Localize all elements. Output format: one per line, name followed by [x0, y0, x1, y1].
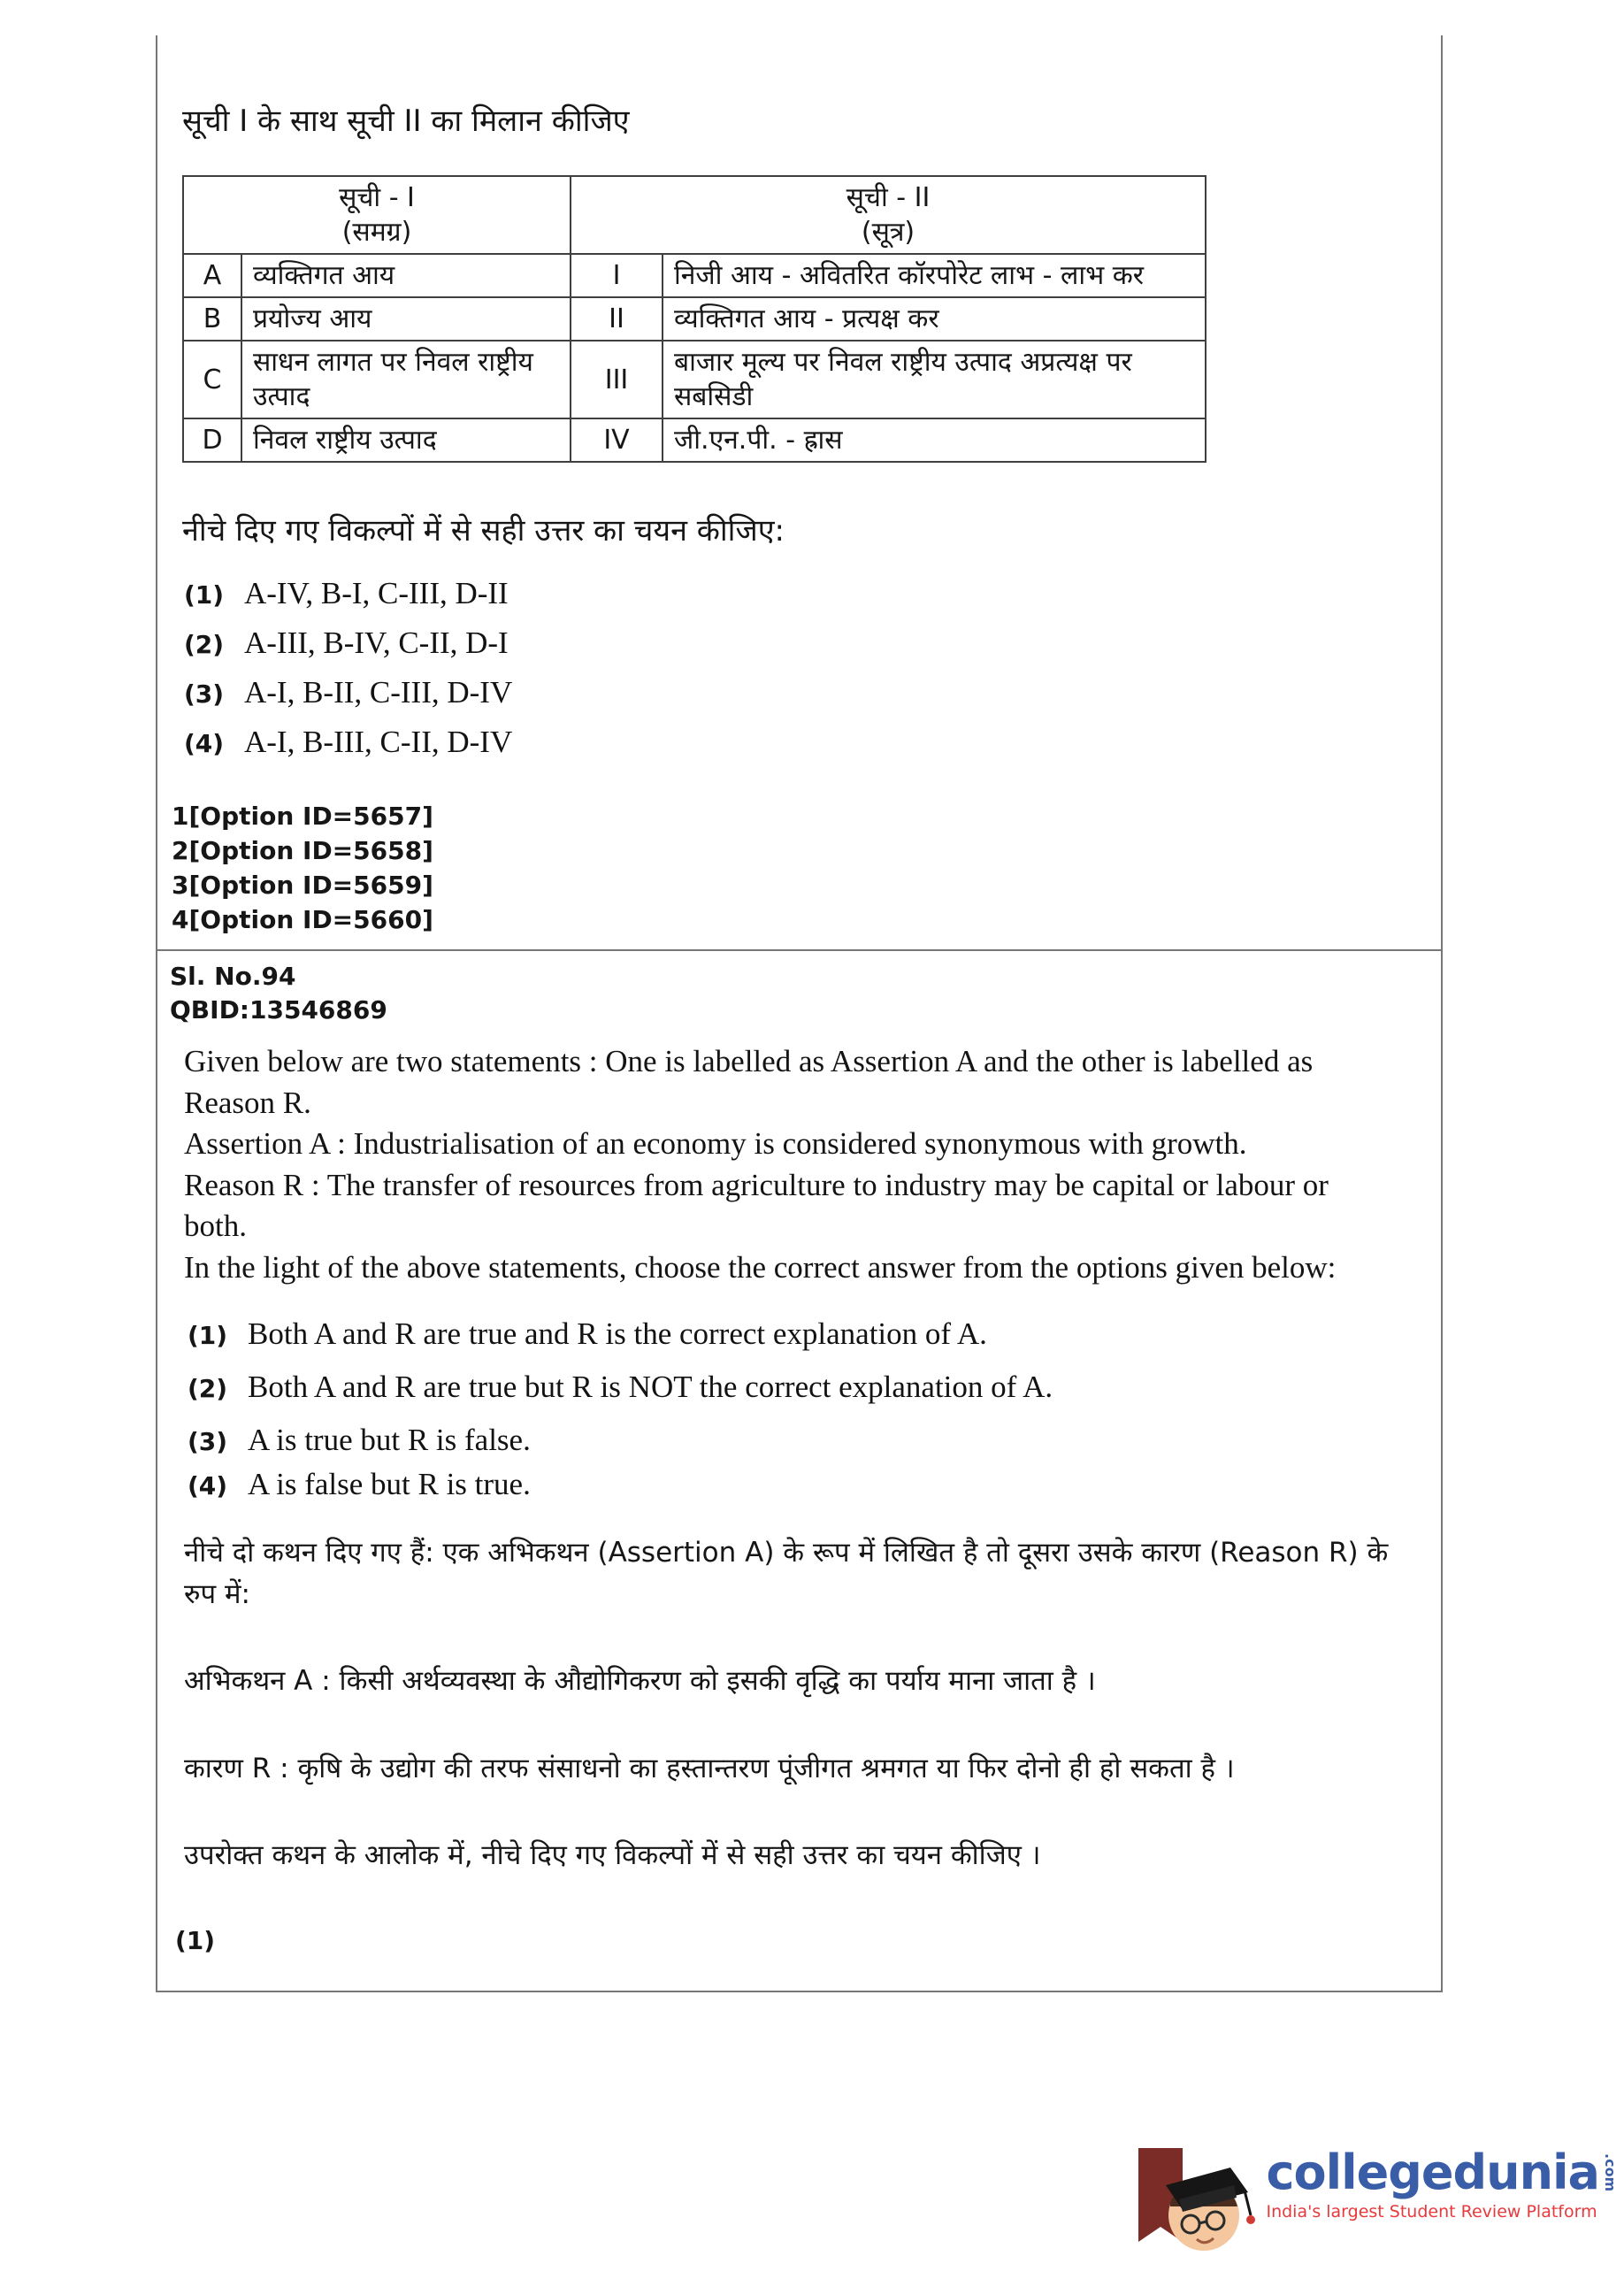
qbid: QBID:13546869: [170, 995, 387, 1024]
option-text: A-I, B-III, C-II, D-IV: [244, 725, 513, 759]
option-number: (1): [188, 1321, 228, 1351]
row-label-cell: D: [183, 418, 241, 462]
option-text: A is true but R is false.: [248, 1423, 531, 1458]
numeral-cell: III: [571, 341, 663, 418]
question-section-match-list: [156, 35, 1443, 951]
hindi-assertion-text: अभिकथन A : किसी अर्थव्यवस्था के औद्योगिकरण को इसकी वृद्धि का पर्याय माना जाता है ।: [184, 1665, 1096, 1698]
row-label-cell: C: [183, 341, 241, 418]
collegedunia-logo: [1126, 2145, 1619, 2261]
option-number: (3): [184, 679, 225, 709]
option-number: (4): [184, 729, 225, 758]
option-row: [188, 1316, 1416, 1352]
list1-cell: साधन लागत पर निवल राष्ट्रीय उत्पाद: [241, 341, 571, 418]
option-text: Both A and R are true and R is the correct explanation of A.: [248, 1316, 987, 1352]
option-id-line: 3[Option ID=5659]: [172, 871, 433, 900]
statement-intro: Given below are two statements : One is labelled as Assertion A and the other is labelled as Reason R.: [184, 1044, 1314, 1120]
choose-answer-instruction: नीचे दिए गए विकल्पों में से सही उत्तर का चयन कीजिए:: [182, 513, 785, 549]
option-id-line: 1[Option ID=5657]: [172, 802, 433, 831]
option-text: Both A and R are true but R is NOT the correct explanation of A.: [248, 1370, 1053, 1405]
option-row: [184, 675, 1416, 710]
option-row: [184, 725, 1416, 760]
table-row: [183, 254, 1206, 297]
list1-cell: निवल राष्ट्रीय उत्पाद: [241, 418, 571, 462]
list1-cell: प्रयोज्य आय: [241, 297, 571, 341]
table-header-row: [183, 176, 1206, 254]
option-id-line: 2[Option ID=5658]: [172, 836, 433, 865]
brand-tld: .com: [1602, 2153, 1619, 2192]
numeral-cell: I: [571, 254, 663, 297]
choose-instruction-english: In the light of the above statements, choose the correct answer from the options given below:: [184, 1249, 1337, 1285]
list1-header: सूची - I: [339, 182, 415, 213]
table-row: [183, 418, 1206, 462]
list2-cell: निजी आय - अवितरित कॉरपोरेट लाभ - लाभ कर: [663, 254, 1206, 297]
wordmark-row: [1266, 2145, 1619, 2200]
option-text: A-III, B-IV, C-II, D-I: [244, 625, 509, 660]
numeral-cell: IV: [571, 418, 663, 462]
option-id-line: 4[Option ID=5660]: [172, 905, 433, 934]
option-row: [188, 1423, 1416, 1458]
list2-header-cell: [571, 176, 1206, 254]
option-number: (3): [188, 1427, 228, 1457]
brand-wordmark: collegedunia: [1266, 2145, 1599, 2200]
option-number: (1): [184, 580, 225, 610]
list2-header: सूची - II: [846, 182, 931, 213]
option-text: A is false but R is true.: [248, 1467, 531, 1502]
table-row: [183, 297, 1206, 341]
option-number: (2): [184, 630, 225, 659]
list2-cell: जी.एन.पी. - ह्रास: [663, 418, 1206, 462]
question-section-94: [156, 951, 1443, 1992]
table-row: [183, 341, 1206, 418]
serial-number: Sl. No.94: [170, 962, 296, 991]
brand-tagline: India's largest Student Review Platform: [1266, 2201, 1597, 2221]
list2-cell: बाजार मूल्य पर निवल राष्ट्रीय उत्पाद अप्रत्यक्ष पर सबसिडी: [663, 341, 1206, 418]
option-text: A-I, B-II, C-III, D-IV: [244, 675, 513, 710]
match-table: [182, 175, 1207, 463]
option-row: [188, 1467, 1416, 1502]
option-number: (2): [188, 1374, 228, 1404]
list2-subheader: (सूत्र): [861, 217, 915, 248]
reason-text: Reason R : The transfer of resources from agriculture to industry may be capital or labour or both.: [184, 1167, 1329, 1244]
assertion-text: Assertion A : Industrialisation of an economy is considered synonymous with growth.: [184, 1126, 1247, 1162]
english-statement-block: [184, 1041, 1396, 1288]
hindi-choose-instruction: उपरोक्त कथन के आलोक में, नीचे दिए गए विकल्पों में से सही उत्तर का चयन कीजिए ।: [184, 1839, 1041, 1872]
list1-header-cell: [183, 176, 571, 254]
option-row: [188, 1370, 1416, 1405]
option-number: (4): [188, 1471, 228, 1501]
list2-cell: व्यक्तिगत आय - प्रत्यक्ष कर: [663, 297, 1206, 341]
list1-subheader: (समग्र): [341, 217, 412, 248]
graduate-mascot-icon: [1126, 2148, 1259, 2261]
next-option-number: (1): [175, 1925, 216, 1955]
question-document: [156, 35, 1443, 1992]
hindi-statement-intro: नीचे दो कथन दिए गए हैं: एक अभिकथन (Assertion A) के रूप में लिखित है तो दूसरा उसके कारण (Reason R) के रुप में:: [184, 1537, 1389, 1610]
numeral-cell: II: [571, 297, 663, 341]
row-label-cell: B: [183, 297, 241, 341]
list1-cell: व्यक्तिगत आय: [241, 254, 571, 297]
q2-options-list: [188, 1316, 1416, 1502]
option-id-list: [172, 799, 1416, 937]
option-row: [184, 576, 1416, 611]
q1-options-list: [184, 576, 1416, 760]
row-label-cell: A: [183, 254, 241, 297]
logo-text-block: [1266, 2145, 1619, 2221]
option-text: A-IV, B-I, C-III, D-II: [244, 576, 509, 610]
question-intro-text: सूची I के साथ सूची II का मिलान कीजिए: [182, 104, 630, 139]
option-row: [184, 625, 1416, 661]
hindi-reason-text: कारण R : कृषि के उद्योग की तरफ संसाधनो का हस्तान्तरण पूंजीगत श्रमगत या फिर दोनो ही हो सकता है ।: [184, 1752, 1235, 1784]
